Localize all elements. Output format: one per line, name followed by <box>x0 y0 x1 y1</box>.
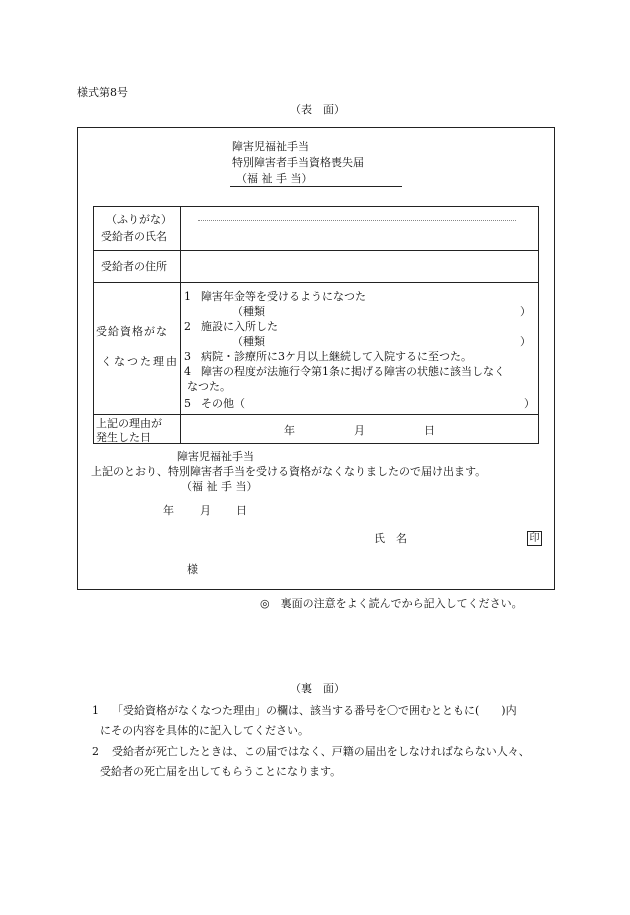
reason-3-text: 病院・診療所に3ケ月以上継続して入院するに至つた。 <box>201 350 472 363</box>
declaration-top: 障害児福祉手当 <box>177 450 254 463</box>
reason-2-number[interactable]: 2 <box>184 320 191 333</box>
filing-year: 年 <box>163 504 174 517</box>
reason-5-close: ） <box>524 397 535 410</box>
reason-1-number[interactable]: 1 <box>184 290 191 303</box>
form-title-line2: 特別障害者手当資格喪失届 <box>232 156 364 169</box>
reason-2-kind-label: （種類 <box>232 335 265 348</box>
declaration-bottom: （福 祉 手 当） <box>181 480 258 493</box>
back-item-1-line1: 「受給資格がなくなつた理由」の欄は、該当する番号を〇で囲むとともに( )内 <box>112 704 517 717</box>
reason-1-text: 障害年金等を受けるようになつた <box>201 290 366 303</box>
back-item-2-line2: 受給者の死亡届を出してもらうことになります。 <box>100 765 342 778</box>
form-number: 様式第8号 <box>77 86 128 99</box>
table-column-divider <box>180 206 181 444</box>
reason-5-number[interactable]: 5 <box>184 397 191 410</box>
recipient-name-label: 受給者の氏名 <box>101 230 167 243</box>
reason-2-kind-close: ） <box>520 335 531 348</box>
occurrence-date-label-1: 上記の理由が <box>96 417 162 430</box>
back-item-1-number: 1 <box>92 704 99 717</box>
applicant-name-label: 氏 名 <box>374 532 407 545</box>
front-note: ◎ 裏面の注意をよく読んでから記入してください。 <box>260 597 523 610</box>
reason-4-text-cont: なつた。 <box>187 380 231 393</box>
back-item-2-line1: 受給者が死亡したときは、この届ではなく、戸籍の届出をしなければならない人々、 <box>112 745 530 758</box>
filing-month: 月 <box>200 504 211 517</box>
reason-2-text: 施設に入所した <box>201 320 278 333</box>
back-item-2-number: 2 <box>92 745 99 758</box>
reason-4-number[interactable]: 4 <box>184 365 191 378</box>
reason-1-kind-label: （種類 <box>232 305 265 318</box>
recipient-address-field[interactable] <box>185 254 533 278</box>
filing-day: 日 <box>236 504 247 517</box>
recipient-name-field[interactable] <box>185 222 533 246</box>
occurrence-month: 月 <box>354 424 365 437</box>
occurrence-year: 年 <box>284 424 295 437</box>
furigana-dotted-line <box>198 220 516 221</box>
reason-5-text: その他（ <box>201 397 245 410</box>
table-row-divider <box>93 250 539 251</box>
addressee-suffix: 様 <box>187 563 198 576</box>
table-row-divider <box>93 282 539 283</box>
back-side-label: （裏 面） <box>290 682 345 695</box>
recipient-address-label: 受給者の住所 <box>101 260 167 273</box>
form-title-line3: （福 祉 手 当） <box>236 172 313 185</box>
occurrence-date-label-2: 発生した日 <box>96 431 151 444</box>
table-row-divider <box>93 414 539 415</box>
furigana-label: （ふりがな） <box>106 213 172 226</box>
back-item-1-line2: にその内容を具体的に記入してください。 <box>100 724 309 737</box>
seal-stamp-box: 印 <box>527 531 542 546</box>
reason-label-line2: くなつた理由 <box>101 355 179 368</box>
reason-label-line1: 受給資格がな <box>96 325 168 338</box>
reason-1-kind-close: ） <box>520 305 531 318</box>
front-side-label: （表 面） <box>290 103 345 116</box>
occurrence-day: 日 <box>424 424 435 437</box>
title-underline <box>230 186 402 187</box>
form-title-line1: 障害児福祉手当 <box>232 140 309 153</box>
declaration-text: 上記のとおり、特別障害者手当を受ける資格がなくなりましたので届け出ます。 <box>91 465 487 478</box>
reason-3-number[interactable]: 3 <box>184 350 191 363</box>
reason-4-text: 障害の程度が法施行令第1条に掲げる障害の状態に該当しなく <box>201 365 505 378</box>
